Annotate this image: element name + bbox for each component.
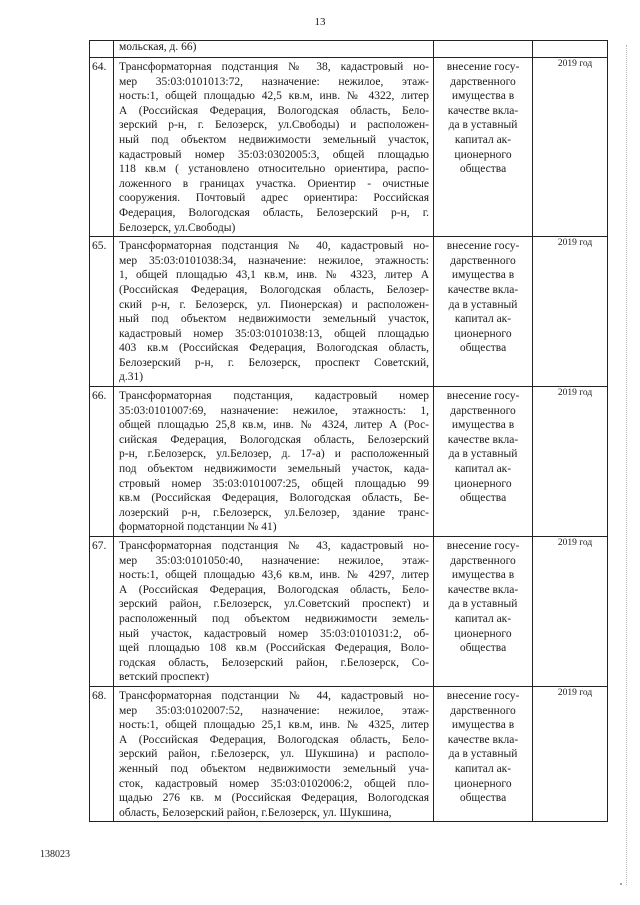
continuation-row bbox=[90, 41, 608, 58]
continuation-num-cell bbox=[90, 41, 114, 58]
basis-line: дарственного bbox=[450, 404, 516, 417]
description-line: д.31) bbox=[119, 371, 144, 384]
basis-line: внесение госу- bbox=[446, 390, 520, 403]
description-line: мер 35:03:0101050:40, назначение: нежилое, этаж- bbox=[119, 554, 429, 567]
description-line: Трансформаторная подстанция № 40, кадастровый но- bbox=[119, 240, 429, 253]
basis-line: ционерного bbox=[454, 777, 512, 790]
description-line: лозерский р-н, г.Белозерск, ул.Белозер, здание транс- bbox=[119, 506, 429, 519]
row-number: 67. bbox=[90, 537, 114, 687]
basis-line: да в уставный bbox=[448, 448, 518, 461]
basis-line: дарственного bbox=[450, 254, 516, 267]
basis-line: дарственного bbox=[450, 75, 516, 88]
description-line: кв.м (Российская Федерация, Вологодская область, Бе- bbox=[119, 492, 429, 505]
description-line: зерский р-н, г. Белозерск, ул.Свободы) и расположен- bbox=[119, 119, 429, 132]
basis-line: капитал ак- bbox=[454, 612, 512, 625]
basis-line: имущества в bbox=[451, 419, 515, 432]
property-table-body bbox=[90, 41, 608, 822]
description-line: сийская Федерация, Вологодская область, Белозерский bbox=[119, 433, 429, 446]
description-line: ный под объектом недвижимости земельный участок, bbox=[119, 133, 429, 146]
basis-line: внесение госу- bbox=[446, 240, 520, 253]
document-footer-code: 138023 bbox=[40, 849, 70, 860]
table-row bbox=[90, 686, 608, 821]
property-description bbox=[114, 537, 434, 687]
page-number: 13 bbox=[314, 16, 326, 28]
basis-line: общества bbox=[459, 163, 507, 176]
continuation-year-cell bbox=[533, 41, 608, 58]
basis-line: общества bbox=[459, 642, 507, 655]
basis-line: внесение госу- bbox=[446, 540, 520, 552]
description-line: 118 кв.м ( установлено относительно ориентира, распо- bbox=[119, 163, 429, 176]
description-line: сток, кадастровый номер 35:03:0102006:2, общей пло- bbox=[119, 777, 429, 790]
row-number: 66. bbox=[90, 387, 114, 537]
description-line: женный под объектом недвижимости земельный уча- bbox=[119, 762, 429, 775]
description-line: мер 35:03:0102007:52, назначение: нежилое, этаж- bbox=[119, 704, 429, 717]
basis-line: дарственного bbox=[450, 554, 516, 567]
basis-line: общества bbox=[459, 492, 507, 505]
description-line: форматорной подстанции № 41) bbox=[119, 521, 277, 534]
description-line: годская область, Белозерский район, г.Белозерск, Со- bbox=[119, 656, 429, 669]
property-table bbox=[89, 40, 608, 822]
description-line: под объектом недвижимости земельный участок, када- bbox=[119, 463, 429, 476]
basis-line: имущества в bbox=[451, 90, 515, 103]
basis-line: капитал ак- bbox=[454, 133, 512, 146]
description-line: Трансформаторная подстанция № 43, кадастровый но- bbox=[119, 540, 429, 552]
description-line: А (Российская Федерация, Вологодская область, Бело- bbox=[119, 104, 429, 117]
row-number: 68. bbox=[90, 686, 114, 821]
continuation-text: мольская, д. 66) bbox=[114, 41, 434, 58]
transfer-basis bbox=[434, 537, 533, 687]
table-row bbox=[90, 387, 608, 537]
description-line: мер 35:03:0101013:72, назначение: нежилое, этаж- bbox=[119, 75, 429, 88]
transfer-basis bbox=[434, 686, 533, 821]
basis-line: ционерного bbox=[454, 148, 512, 161]
table-row bbox=[90, 58, 608, 237]
basis-line: качестве вкла- bbox=[447, 433, 519, 446]
basis-line: имущества в bbox=[451, 269, 515, 282]
basis-line: качестве вкла- bbox=[447, 104, 519, 117]
basis-line: капитал ак- bbox=[454, 762, 512, 775]
description-line: кадастровый номер 35:03:0101038:13, общей площадью bbox=[119, 327, 429, 340]
description-line: Трансформаторная подстанция, кадастровый номер bbox=[119, 390, 429, 403]
basis-line: да в уставный bbox=[448, 298, 518, 311]
description-line: 35:03:0101007:69, назначение: нежилое, этажность: 1, bbox=[119, 404, 429, 417]
description-line: зерский район, г.Белозерск, ул.Советский проспект) и bbox=[119, 598, 429, 611]
basis-line: внесение госу- bbox=[446, 689, 520, 702]
description-line: область, Белозерский район, г.Белозерск, ул. Шукшина, bbox=[119, 806, 392, 819]
row-number: 64. bbox=[90, 58, 114, 237]
description-line: (Российская Федерация, Вологодская область, Белозер- bbox=[119, 283, 429, 296]
description-line: ность:1, общей площадью 43,6 кв.м, инв. № 4297, литер bbox=[119, 569, 429, 582]
row-number: 65. bbox=[90, 237, 114, 387]
transfer-year: 2019 год bbox=[533, 58, 608, 237]
basis-line: внесение госу- bbox=[446, 61, 520, 73]
scan-edge-mark bbox=[626, 45, 628, 885]
basis-line: ционерного bbox=[454, 327, 512, 340]
description-line: расположенный под объектом недвижимости земель- bbox=[119, 612, 429, 625]
basis-line: капитал ак- bbox=[454, 463, 512, 476]
transfer-year: 2019 год bbox=[533, 387, 608, 537]
description-line: щадью 276 кв. м (Российская Федерация, Вологодская bbox=[119, 792, 429, 805]
basis-line: ционерного bbox=[454, 477, 512, 490]
description-line: ность:1, общей площадью 42,5 кв.м, инв. № 4322, литер bbox=[119, 90, 429, 103]
description-line: кадастровый номер 35:03:0302005:3, общей площадью bbox=[119, 148, 429, 161]
description-line: Федерация, Вологодская область, Белозерский р-н, г. bbox=[119, 206, 429, 219]
property-description bbox=[114, 686, 434, 821]
basis-line: качестве вкла- bbox=[447, 283, 519, 296]
basis-line: общества bbox=[459, 792, 507, 805]
description-line: ский р-н, г. Белозерск, ул. Пионерская) и расположен- bbox=[119, 298, 429, 311]
description-line: А (Российская Федерация, Вологодская область, Бело- bbox=[119, 583, 429, 596]
transfer-year: 2019 год bbox=[533, 237, 608, 387]
description-line: ложенного в границах участка. Ориентир - очистные bbox=[119, 177, 429, 190]
description-line: Белозерский р-н, г. Белозерск, проспект Советский, bbox=[119, 356, 429, 369]
transfer-basis bbox=[434, 58, 533, 237]
description-line: ность:1, общей площадью 25,1 кв.м, инв. № 4325, литер bbox=[119, 719, 429, 732]
continuation-basis-cell bbox=[434, 41, 533, 58]
description-line: ный участок, кадастровый номер 35:03:0101031:2, об- bbox=[119, 627, 429, 640]
basis-line: качестве вкла- bbox=[447, 583, 519, 596]
basis-line: общества bbox=[459, 342, 507, 355]
basis-line: капитал ак- bbox=[454, 313, 512, 326]
basis-line: да в уставный bbox=[448, 119, 518, 132]
description-line: стровый номер 35:03:0101007:25, общей площадью 99 bbox=[119, 477, 429, 490]
description-line: зерский район, г.Белозерск, ул. Шукшина) и располо- bbox=[119, 748, 429, 761]
basis-line: да в уставный bbox=[448, 598, 518, 611]
table-row bbox=[90, 537, 608, 687]
scan-speck bbox=[620, 883, 622, 885]
description-line: Трансформаторная подстанция № 38, кадастровый но- bbox=[119, 61, 429, 73]
description-line: А (Российская Федерация, Вологодская область, Бело- bbox=[119, 733, 429, 746]
property-description bbox=[114, 237, 434, 387]
basis-line: ционерного bbox=[454, 627, 512, 640]
basis-line: да в уставный bbox=[448, 748, 518, 761]
basis-line: имущества в bbox=[451, 569, 515, 582]
description-line: Белозерск, ул.Свободы) bbox=[119, 221, 236, 234]
basis-line: качестве вкла- bbox=[447, 733, 519, 746]
description-line: ветский проспект) bbox=[119, 671, 210, 684]
transfer-basis bbox=[434, 237, 533, 387]
table-row bbox=[90, 237, 608, 387]
transfer-basis bbox=[434, 387, 533, 537]
description-line: щей площадью 108 кв.м (Российская Федерация, Воло- bbox=[119, 642, 429, 655]
description-line: р-н, г.Белозерск, ул.Белозер, д. 17-а) и расположенный bbox=[119, 448, 429, 461]
description-line: общей площадью 25,8 кв.м, инв. № 4324, литер А (Рос- bbox=[119, 419, 429, 432]
description-line: 1, общей площадью 43,1 кв.м, инв. № 4323, литер А bbox=[119, 269, 429, 282]
property-description bbox=[114, 58, 434, 237]
description-line: 403 кв.м (Российская Федерация, Вологодская область, bbox=[119, 342, 429, 355]
basis-line: имущества в bbox=[451, 719, 515, 732]
transfer-year: 2019 год bbox=[533, 686, 608, 821]
description-line: сооружения. Почтовый адрес ориентира: Российская bbox=[119, 192, 429, 205]
description-line: ный под объектом недвижимости земельный участок, bbox=[119, 313, 429, 326]
property-description bbox=[114, 387, 434, 537]
description-line: мер 35:03:0101038:34, назначение: нежилое, этажность: bbox=[119, 254, 429, 267]
description-line: Трансформаторная подстанции № 44, кадастровый но- bbox=[119, 689, 429, 702]
basis-line: дарственного bbox=[450, 704, 516, 717]
transfer-year: 2019 год bbox=[533, 537, 608, 687]
